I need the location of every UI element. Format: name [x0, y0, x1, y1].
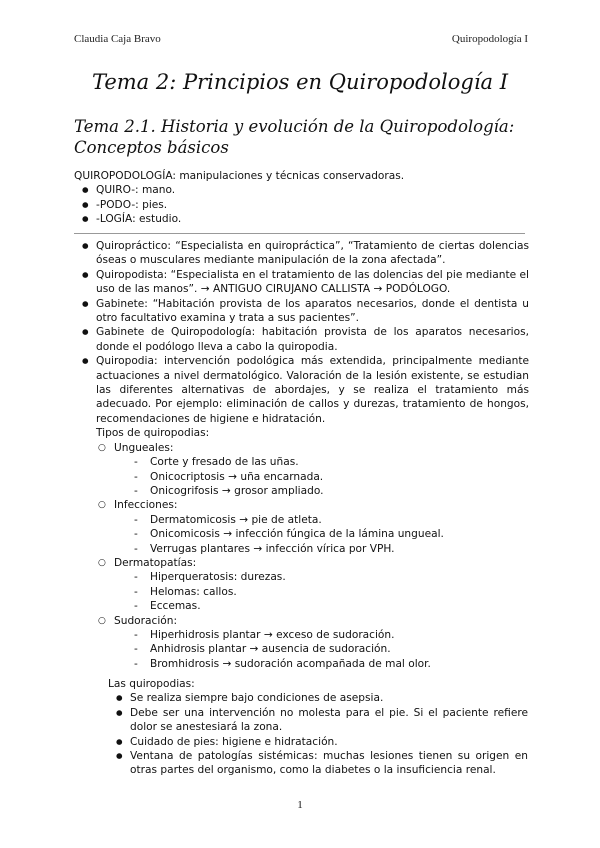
- list-item: ● -PODO-: pies.: [74, 198, 529, 212]
- list-item: ● Quiropodia: intervención podológica más extendida, principalmente mediante actuaciones a nivel dermatológico. Valoración de la lesión existente, se estudian las diferentes alternativas de abordajes, y se realiza el tratamiento más adecuado. Por ejemplo: eliminación de callos y durezas, tratamiento de hongos, recomendaciones de higiene e hidratación.: [74, 354, 529, 426]
- list-item: ● Gabinete de Quiropodología: habitación provista de los aparatos necesarios, donde el podólogo lleva a cabo la quiropodia.: [74, 325, 529, 354]
- page-number: 1: [297, 799, 303, 811]
- list-item: - Verrugas plantares → infección vírica por VPH.: [114, 542, 529, 556]
- types-list: [74, 441, 529, 672]
- intro-text: QUIROPODOLOGÍA: manipulaciones y técnicas conservadoras.: [74, 170, 405, 182]
- list-item: ● Se realiza siempre bajo condiciones de asepsia.: [108, 691, 528, 705]
- list-item: ● Ventana de patologías sistémicas: muchas lesiones tienen su origen en otras partes del organismo, como la diabetes o la insuficiencia renal.: [108, 749, 528, 778]
- types-group: [74, 614, 529, 672]
- list-item: - Onicomicosis → infección fúngica de la lámina ungueal.: [114, 527, 529, 541]
- header-course: Quiropodología I: [451, 33, 528, 45]
- page-title: Tema 2: Principios en Quiropodología I: [91, 70, 509, 94]
- closing-heading: Las quiropodias:: [108, 678, 195, 690]
- closing-list: [108, 691, 528, 777]
- intro-list: [74, 183, 529, 226]
- group-name: Ungueales:: [114, 441, 174, 454]
- intro-block: [74, 169, 529, 227]
- list-item: ● QUIRO-: mano.: [74, 183, 529, 197]
- types-heading: Tipos de quiropodias:: [96, 427, 210, 440]
- definitions-block: [74, 239, 529, 671]
- list-item: ● -LOGÍA: estudio.: [74, 212, 529, 226]
- list-item: ● Debe ser una intervención no molesta para el pie. Si el paciente refiere dolor se anestesiará la zona.: [108, 706, 528, 735]
- types-group: [74, 556, 529, 614]
- group-name: Dermatopatías:: [114, 556, 197, 569]
- list-item: ● Quiropodista: “Especialista en el tratamiento de las dolencias del pie mediante el uso de las manos”. → ANTIGUO CIRUJANO CALLISTA → PODÓLOGO.: [74, 268, 529, 297]
- closing-block: [108, 677, 528, 778]
- list-item: - Dermatomicosis → pie de atleta.: [114, 513, 529, 527]
- list-item: - Onicogrifosis → grosor ampliado.: [114, 484, 529, 498]
- group-name: Sudoración:: [114, 614, 178, 627]
- list-item: - Helomas: callos.: [114, 585, 529, 599]
- list-item: ● Quiropráctico: “Especialista en quiropráctica”, “Tratamiento de ciertas dolencias óseas o musculares mediante manipulación de la zona afectada”.: [74, 239, 529, 268]
- types-group: [74, 498, 529, 556]
- list-item: - Bromhidrosis → sudoración acompañada de mal olor.: [114, 657, 529, 671]
- divider: [74, 233, 525, 234]
- list-item: - Hiperqueratosis: durezas.: [114, 570, 529, 584]
- list-item: ● Cuidado de pies: higiene e hidratación.: [108, 735, 528, 749]
- group-name: Infecciones:: [114, 499, 178, 512]
- definitions-list: [74, 239, 529, 426]
- list-item: - Onicocriptosis → uña encarnada.: [114, 470, 529, 484]
- types-group: [74, 441, 529, 499]
- list-item: - Eccemas.: [114, 599, 529, 613]
- list-item: - Hiperhidrosis plantar → exceso de sudoración.: [114, 628, 529, 642]
- list-item: - Corte y fresado de las uñas.: [114, 455, 529, 469]
- section-subtitle: Tema 2.1. Historia y evolución de la Quiropodología: Conceptos básicos: [74, 117, 515, 157]
- list-item: ● Gabinete: “Habitación provista de los aparatos necesarios, donde el dentista u otro facultativo examina y trata a sus pacientes”.: [74, 297, 529, 326]
- header-author: Claudia Caja Bravo: [74, 33, 161, 45]
- list-item: - Anhidrosis plantar → ausencia de sudoración.: [114, 642, 529, 656]
